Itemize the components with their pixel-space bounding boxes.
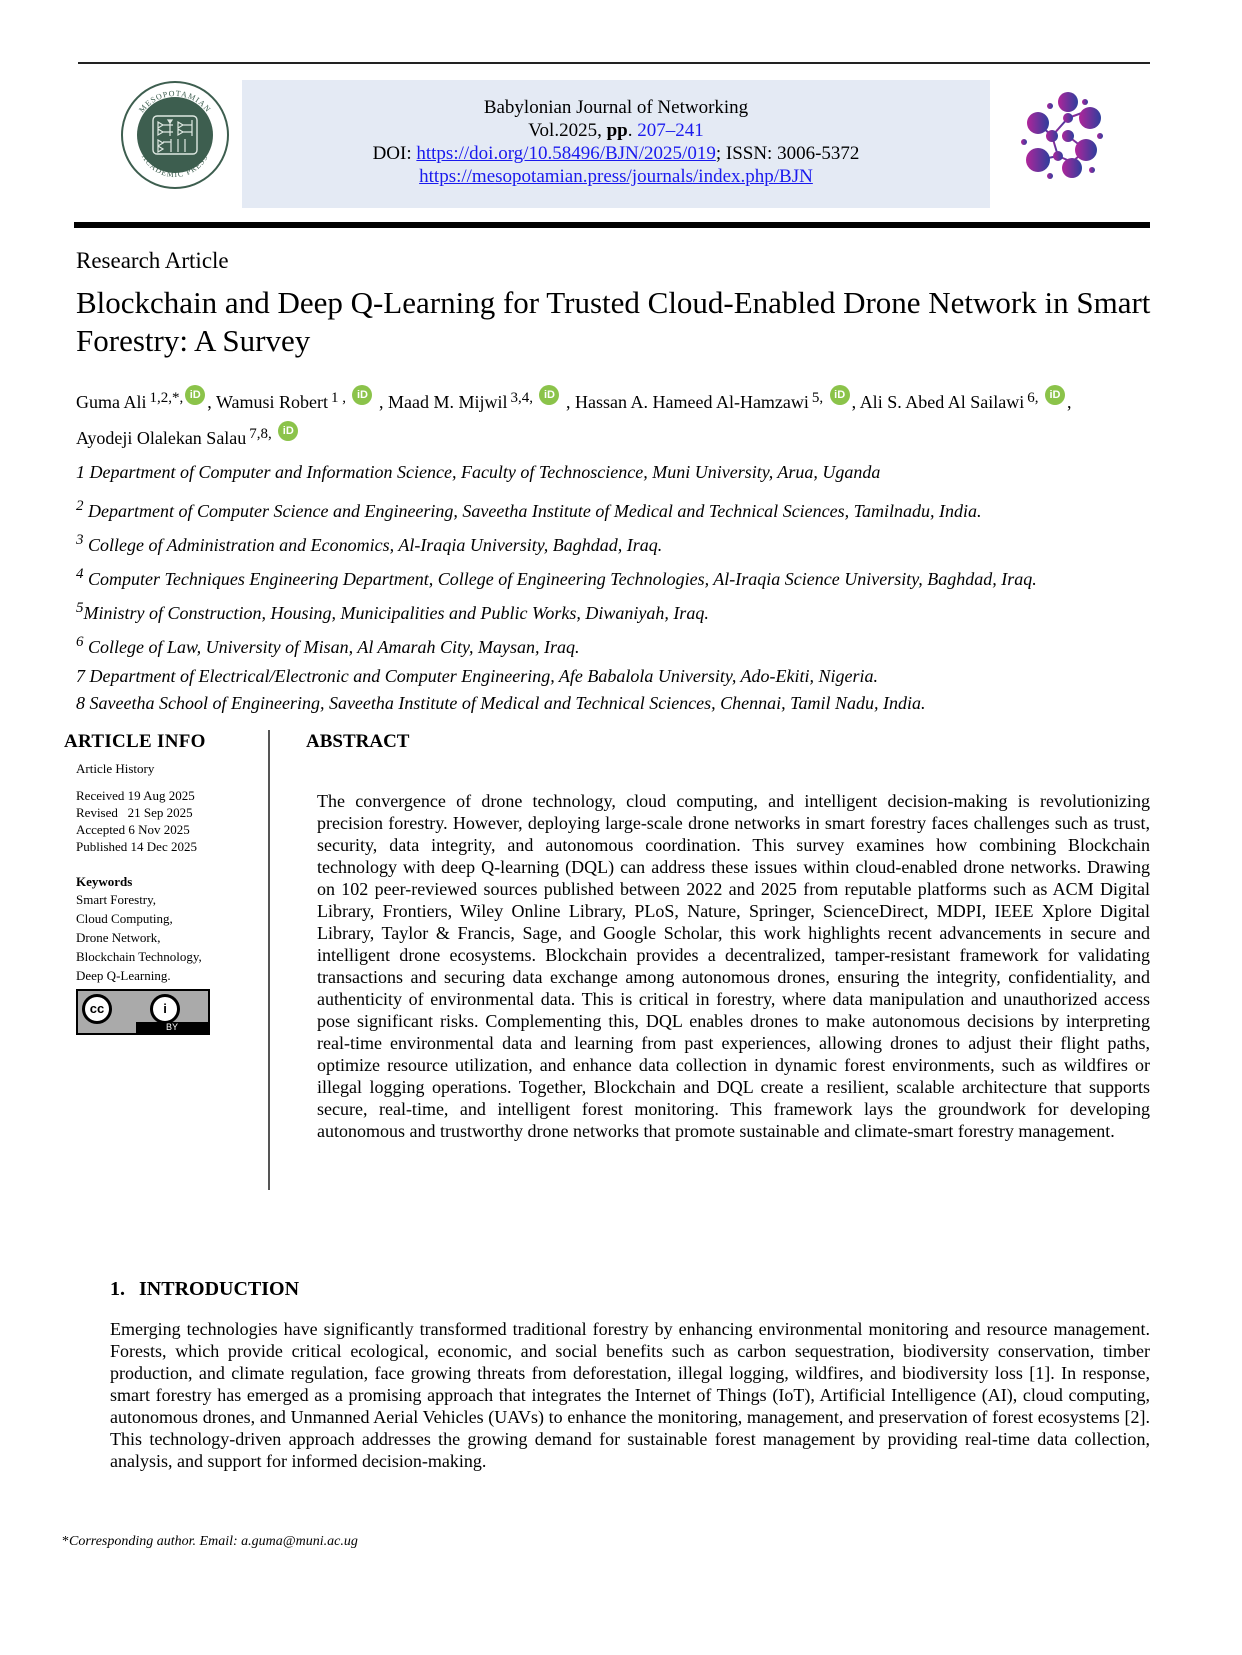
journal-volume: Vol.2025, pp. 207–241 (528, 120, 704, 141)
svg-text:MESOPOTAMIAN: MESOPOTAMIAN (137, 88, 213, 115)
abstract-heading: ABSTRACT (306, 731, 410, 752)
author: Guma Ali $^{1,2,*,}$ iD (76, 392, 207, 412)
doi-line: DOI: https://doi.org/10.58496/BJN/2025/019; ISSN: 3006-5372 (372, 143, 860, 164)
by-label: BY (136, 1022, 208, 1033)
attribution-icon: i (150, 994, 180, 1024)
corresponding-author-footnote: *Corresponding author. Email: a.guma@muni.ac.ug (62, 1534, 358, 1549)
svg-text:ACADEMIC PRESS: ACADEMIC PRESS (139, 152, 211, 180)
affiliation-5: $^5$Ministry of Construction, Housing, Municipalities and Public Works, Diwaniyah, Iraq. (76, 600, 709, 623)
doi-link[interactable]: https://doi.org/10.58496/BJN/2025/019 (416, 143, 716, 164)
author: Wamusi Robert $^{1 ,}$ iD (216, 392, 375, 412)
journal-url-link[interactable]: https://mesopotamian.press/journals/index.php/BJN (419, 166, 813, 187)
abstract-text: The convergence of drone technology, cloud computing, and intelligent decision-making is revolutionizing precision forestry. However, deploying large-scale drone networks in smart forestry faces challenges such as trust, security, data integrity, and autonomous coordination. This survey examines how combining Blockchain technology with deep Q-learning (DQL) can address these issues within cloud-enabled drone networks. Drawing on 102 peer-reviewed sources published between 2022 and 2025 from reputable platforms such as ACM Digital Library, Frontiers, Wiley Online Library, PLoS, Nature, Springer, ScienceDirect, MDPI, IEEE Xplore Digital Library, Taylor & Francis, Sage, and Google Scholar, this work highlights recent advancements in secure and intelligent drone ecosystems. Blockchain provides a decentralized, tamper-resistant framework for validating transactions and securing data exchange among autonomous drones, ensuring the integrity, confidentiality, and authenticity of environmental data. This is critical in forestry, where data manipulation and unauthorized access pose significant risks. Complementing this, DQL enables drones to make autonomous decisions by interpreting real-time environmental data and learning from past experiences, allowing drones to adjust their flight paths, optimize resource utilization, and enhance data collection in dynamic forest environments, such as wildfires or illegal logging operations. Together, Blockchain and DQL create a resilient, scalable architecture that supports secure, real-time, and intelligent forest monitoring. This framework lays the groundwork for developing autonomous and trustworthy drone networks that promote sustainable and climate-smart forestry management. (317, 791, 1150, 1141)
network-nodes-logo (1010, 88, 1110, 188)
affiliation-6: $^6$ College of Law, University of Misan, Al Amarah City, Maysan, Iraq. (76, 634, 580, 657)
orcid-icon[interactable]: iD (278, 421, 298, 441)
introduction-text: Emerging technologies have significantly transformed traditional forestry by enhancing environmental monitoring and resource management. Forests, which provide critical ecological, economic, and social benefits such as carbon sequestration, biodiversity conservation, timber production, and climate regulation, face growing threats from deforestation, illegal logging, wildfires, and biodiversity loss [1]. In response, smart forestry has emerged as a promising approach that integrates the Internet of Things (IoT), Artificial Intelligence (AI), cloud computing, autonomous drones, and Unmanned Aerial Vehicles (UAVs) to enhance the monitoring, management, and preservation of forest ecosystems [2]. This technology-driven approach addresses the growing demand for sustainable forest management by providing real-time data collection, analysis, and support for informed decision-making. (110, 1319, 1150, 1471)
keywords-label: Keywords (76, 874, 133, 889)
column-divider (268, 730, 270, 1190)
article-title: Blockchain and Deep Q-Learning for Trusted Cloud-Enabled Drone Network in Smart Forestry: A Survey (76, 285, 1151, 358)
affiliation-2: $^2$ Department of Computer Science and Engineering, Saveetha Institute of Medical and Technical Sciences, Tamilnadu, India. (76, 498, 982, 521)
affiliation-8: 8 Saveetha School of Engineering, Saveetha Institute of Medical and Technical Sciences, Chennai, Tamil Nadu, India. (76, 693, 926, 713)
affiliation-7: 7 Department of Electrical/Electronic and Computer Engineering, Afe Babalola University, Ado-Ekiti, Nigeria. (76, 666, 879, 686)
page-range: 207–241 (632, 120, 704, 141)
orcid-icon[interactable]: iD (1045, 385, 1065, 405)
section-heading-introduction: 1. INTRODUCTION (110, 1278, 300, 1300)
author: Maad M. Mijwil $^{3,4,}$ iD (388, 392, 562, 412)
affiliation-1: 1 Department of Computer and Information Science, Faculty of Technoscience, Muni University, Arua, Uganda (76, 462, 881, 482)
affiliation-4: $^4$ Computer Techniques Engineering Department, College of Engineering Technologies, Al-Iraqia Science University, Baghdad, Iraq. (76, 566, 1037, 589)
article-type: Research Article (76, 248, 229, 273)
author-list: Guma Ali $^{1,2,*,}$ iD , Wamusi Robert $^{1 ,}$ iD , Maad M. Mijwil $^{3,4,}$ iD , Hassan A. Hameed Al-Hamzawi $^{5,}$ iD , Ali S. Abed Al Sailawi $^{6,}$ iD , Ayodeji Olalekan Salau $^{7,8,}$ iD (76, 382, 1156, 454)
author: Ayodeji Olalekan Salau $^{7,8,}$ iD (76, 428, 300, 448)
journal-header (242, 80, 990, 208)
journal-name: Babylonian Journal of Networking (483, 97, 749, 118)
header-rule (74, 222, 1150, 228)
orcid-icon[interactable]: iD (185, 385, 205, 405)
article-info-heading: ARTICLE INFO (64, 731, 206, 752)
keyword: Smart Forestry, (76, 892, 157, 907)
author: Ali S. Abed Al Sailawi $^{6,}$ iD (860, 392, 1067, 412)
keyword: Cloud Computing, (76, 911, 173, 926)
orcid-icon[interactable]: iD (539, 385, 559, 405)
history-revised: Revised 21 Sep 2025 (76, 805, 193, 820)
issn: ; ISSN: 3006-5372 (715, 143, 860, 164)
orcid-icon[interactable]: iD (830, 385, 850, 405)
mesopotamian-press-logo (120, 80, 230, 190)
affiliation-3: $^3$ College of Administration and Economics, Al-Iraqia University, Baghdad, Iraq. (76, 532, 663, 555)
keyword: Drone Network, (76, 930, 161, 945)
cc-by-license-badge[interactable] (76, 989, 210, 1035)
history-received: Received 19 Aug 2025 (76, 788, 195, 803)
history-label: Article History (76, 761, 155, 776)
top-rule (78, 62, 1150, 64)
keyword: Deep Q-Learning. (76, 968, 171, 983)
cc-icon: cc (82, 994, 112, 1024)
history-published: Published 14 Dec 2025 (76, 839, 197, 854)
keyword: Blockchain Technology, (76, 949, 202, 964)
orcid-icon[interactable]: iD (352, 385, 372, 405)
affiliations (76, 462, 1156, 727)
article-info (76, 760, 266, 1035)
author: Hassan A. Hameed Al-Hamzawi $^{5,}$ iD (575, 392, 852, 412)
history-accepted: Accepted 6 Nov 2025 (76, 822, 190, 837)
